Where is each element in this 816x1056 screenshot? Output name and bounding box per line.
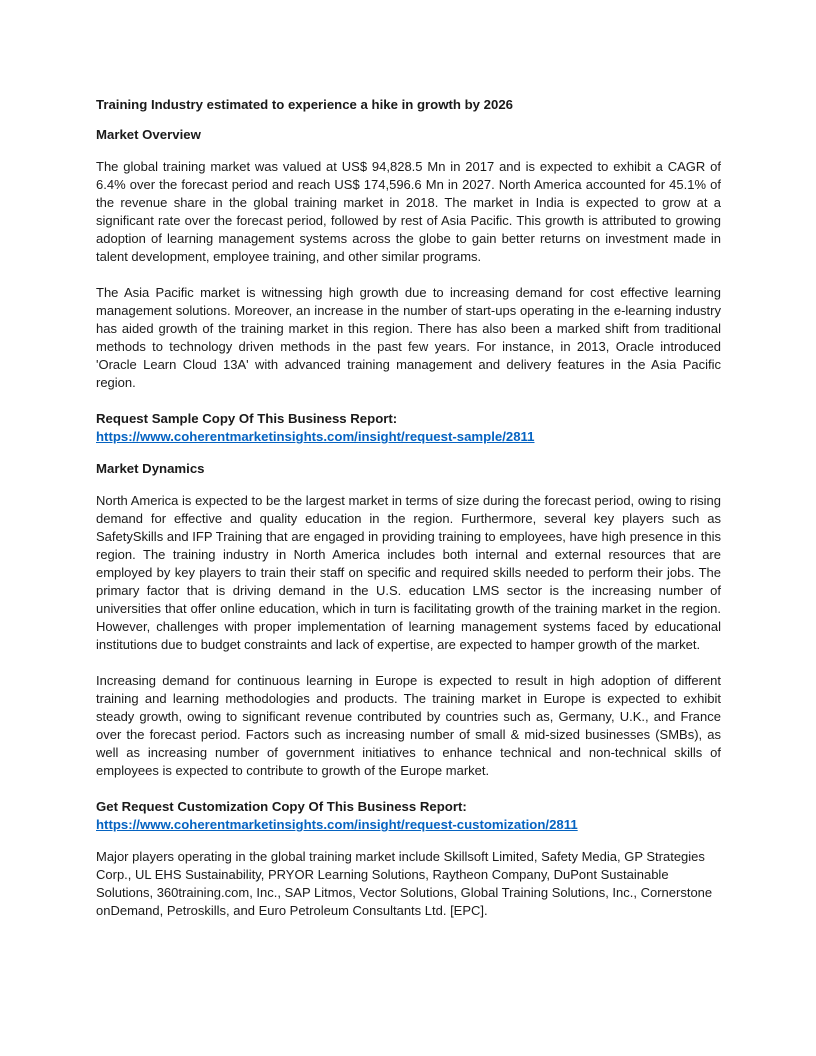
market-overview-heading: Market Overview: [96, 127, 201, 142]
dynamics-paragraph-1: North America is expected to be the largest market in terms of size during the forecast period, owing to rising demand for effective and quality education in the region. Furthermore, several key players such as SafetySkills and IFP Training that are engaged in providing training to employees, have high presence in this region. The training industry in North America includes both internal and external resources that are employed by key players to train their staff on specific and required skills needed to perform their jobs. The primary factor that is driving demand in the U.S. education LMS sector is the increasing number of universities that offer online education, which in turn is facilitating growth of the training market in the region. However, challenges with proper implementation of learning management systems faced by educational institutions due to budget constraints and lack of expertise, are expected to hamper growth of the market.: [96, 493, 721, 652]
market-dynamics-heading: Market Dynamics: [96, 461, 205, 476]
request-sample-label: Request Sample Copy Of This Business Report:: [96, 411, 398, 426]
request-sample-link[interactable]: https://www.coherentmarketinsights.com/insight/request-sample/2811: [96, 429, 535, 444]
document-title: Training Industry estimated to experience a hike in growth by 2026: [96, 97, 513, 112]
major-players-paragraph: Major players operating in the global training market include Skillsoft Limited, Safety Media, GP Strategies Corp., UL EHS Sustainability, PRYOR Learning Solutions, Raytheon Company, DuPont Sustainable Solutions, 360training.com, Inc., SAP Litmos, Vector Solutions, Global Training Solutions, Inc., Cornerstone onDemand, Petroskills, and Euro Petroleum Consultants Ltd. [EPC].: [96, 849, 713, 918]
customization-link[interactable]: https://www.coherentmarketinsights.com/insight/request-customization/2811: [96, 817, 578, 832]
overview-paragraph-1: The global training market was valued at US$ 94,828.5 Mn in 2017 and is expected to exhibit a CAGR of 6.4% over the forecast period and reach US$ 174,596.6 Mn in 2027. North America accounted for 45.1% of the revenue share in the global training market in 2018. The market in India is expected to grow at a significant rate over the forecast period, followed by rest of Asia Pacific. This growth is attributed to growing adoption of learning management systems across the globe to gain better returns on investment made in talent development, employee training, and other similar programs.: [96, 159, 721, 264]
overview-paragraph-2: The Asia Pacific market is witnessing high growth due to increasing demand for cost effective learning management solutions. Moreover, an increase in the number of start-ups operating in the e-learning industry has aided growth of the training market in this region. There has also been a marked shift from traditional methods to technology driven methods in the past few years. For instance, in 2013, Oracle introduced 'Oracle Learn Cloud 13A' with advanced training management and delivery features in the Asia Pacific region.: [96, 285, 721, 390]
customization-label: Get Request Customization Copy Of This Business Report:: [96, 799, 467, 814]
dynamics-paragraph-2: Increasing demand for continuous learning in Europe is expected to result in high adoption of different training and learning methodologies and products. The training market in Europe is expected to exhibit steady growth, owing to significant revenue contributed by countries such as, Germany, U.K., and France over the forecast period. Factors such as increasing number of small & mid-sized businesses (SMBs), as well as increasing number of government initiatives to enhance technical and non-technical skills of employees is expected to contribute to growth of the Europe market.: [96, 673, 721, 778]
document-page: [96, 96, 721, 920]
